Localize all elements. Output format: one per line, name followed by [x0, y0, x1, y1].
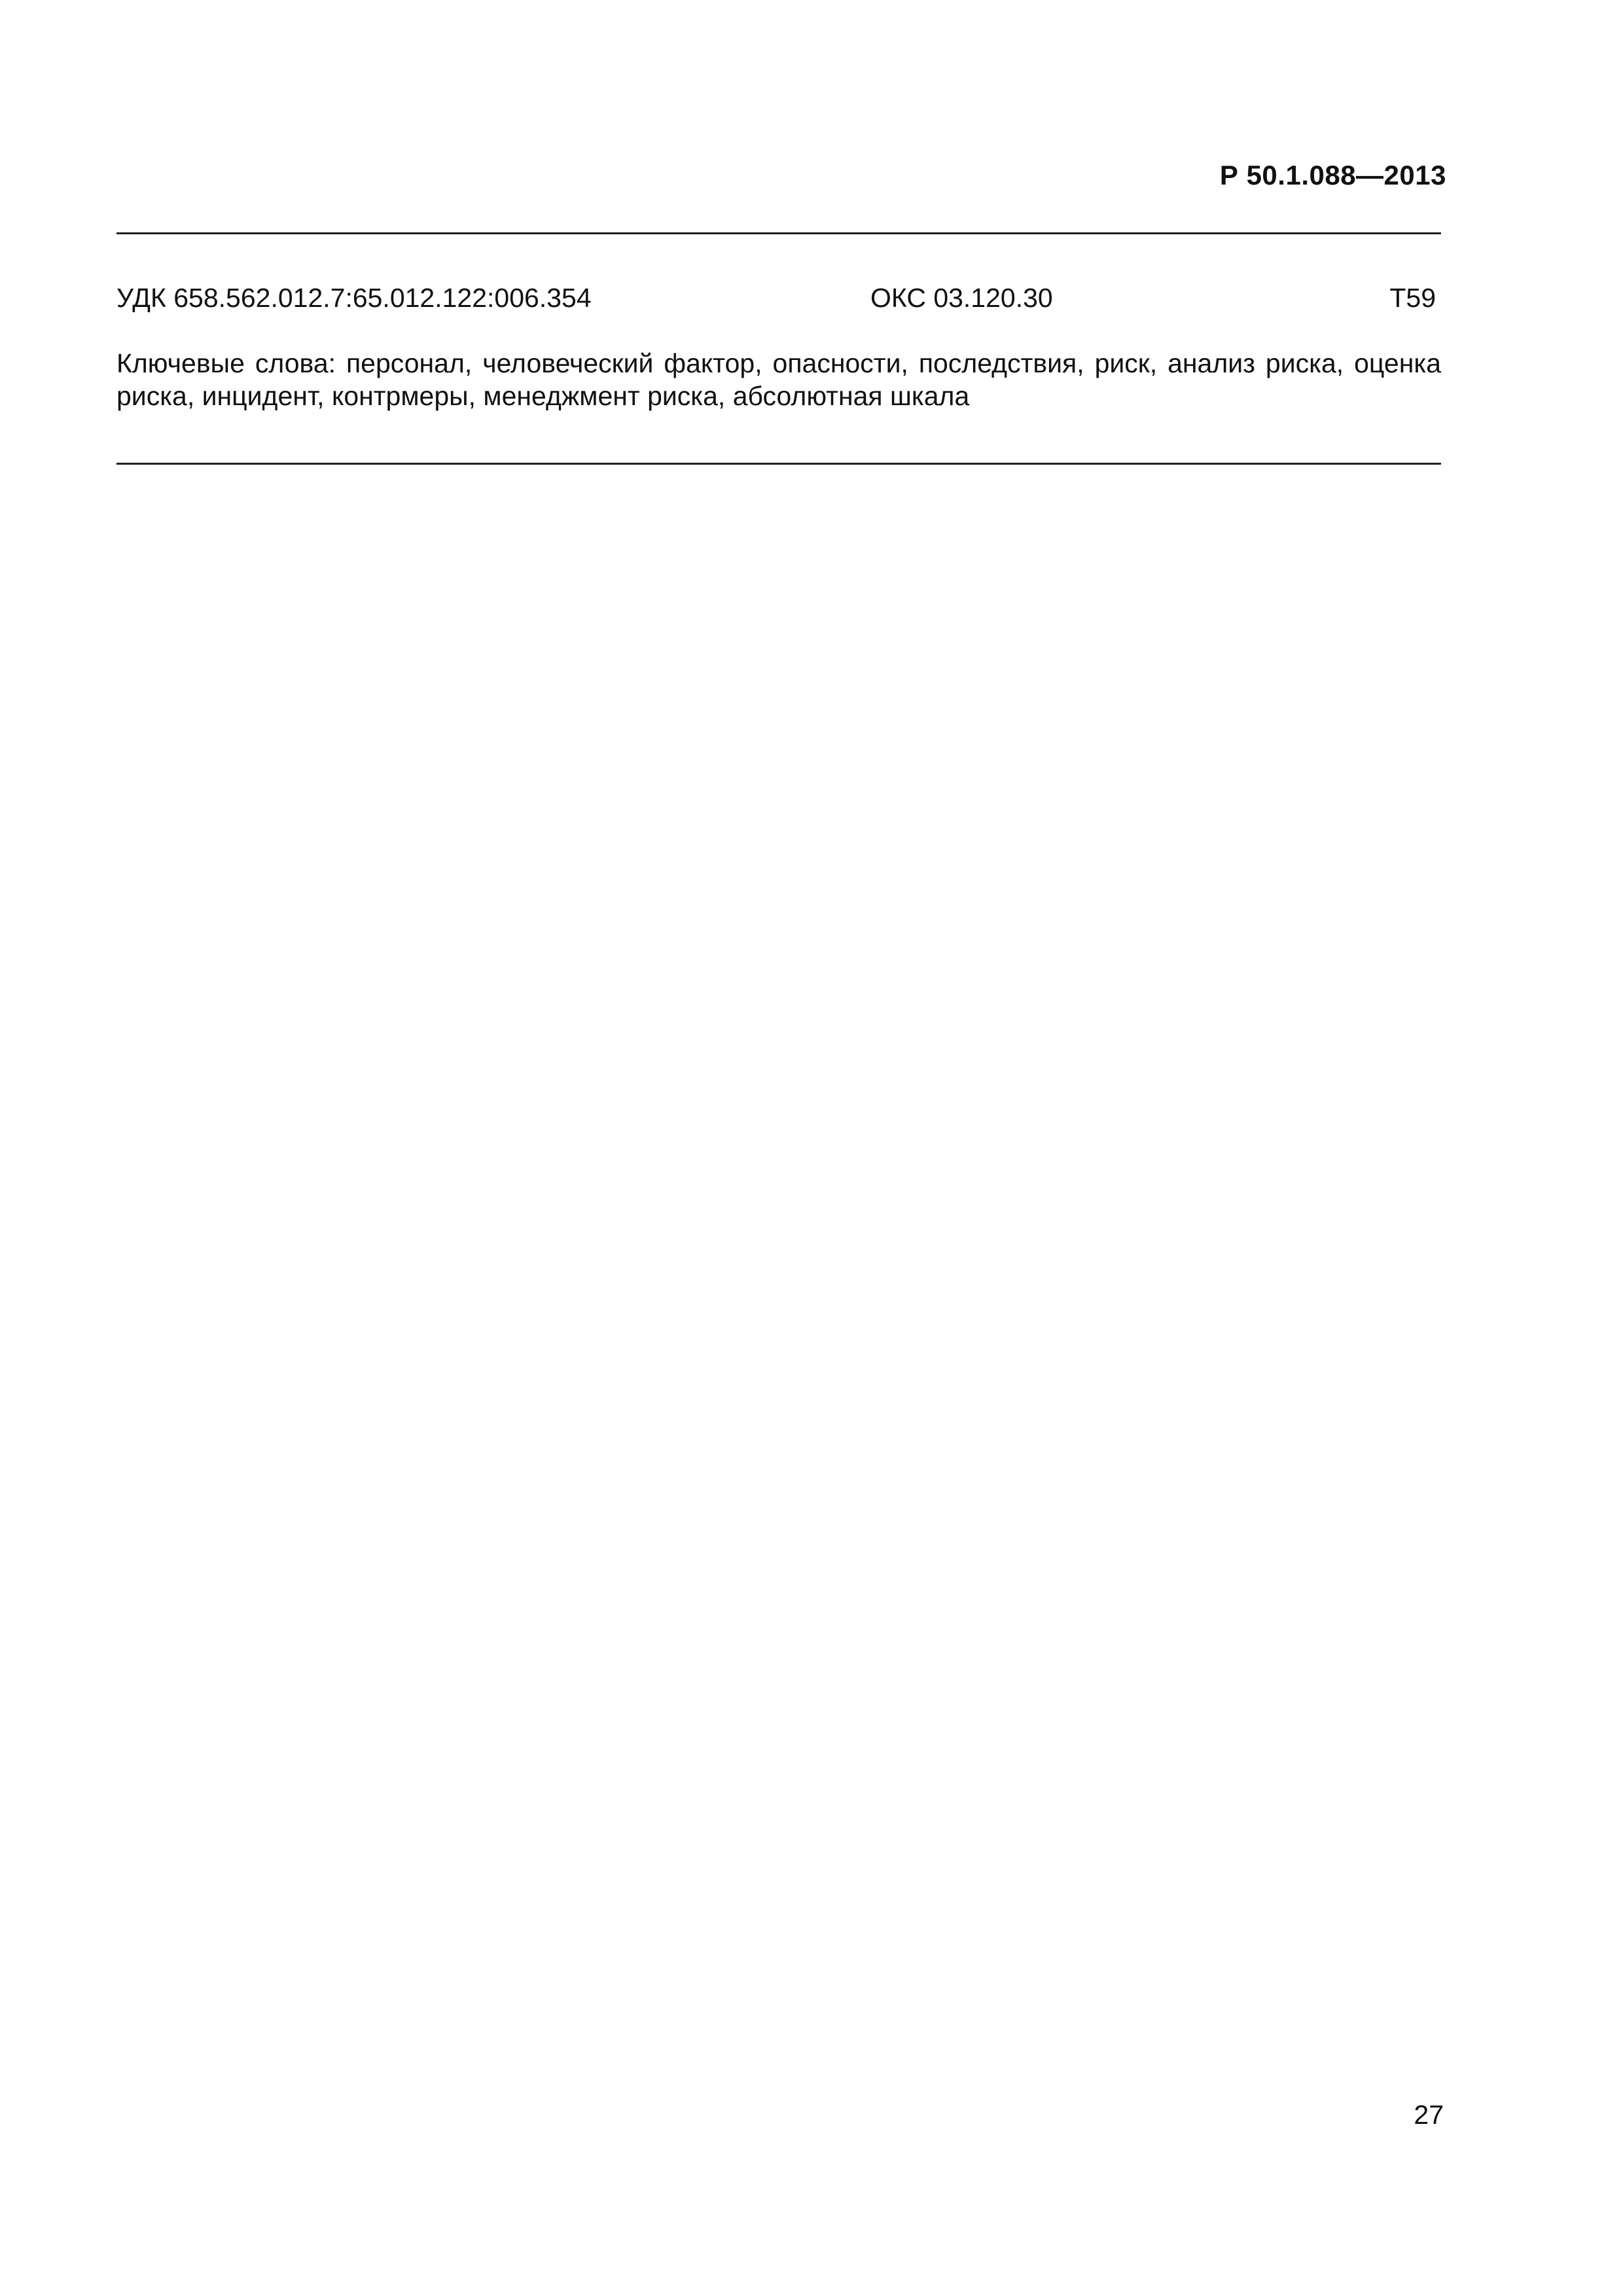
keywords-paragraph: Ключевые слова: персонал, человеческий фактор, опасности, последствия, риск, анализ риска, оценка риска, инцидент, контрмеры, менеджмент риска, абсолютная шкала	[116, 348, 1441, 411]
classification-row	[116, 283, 1441, 319]
top-divider	[116, 232, 1441, 234]
document-code: Р 50.1.088—2013	[1219, 160, 1446, 190]
t-code: Т59	[1389, 283, 1436, 313]
udk-code: УДК 658.562.012.7:65.012.122:006.354	[116, 283, 592, 313]
oks-code: ОКС 03.120.30	[870, 283, 1053, 313]
page-number: 27	[1414, 2100, 1444, 2130]
bottom-divider	[116, 463, 1441, 465]
